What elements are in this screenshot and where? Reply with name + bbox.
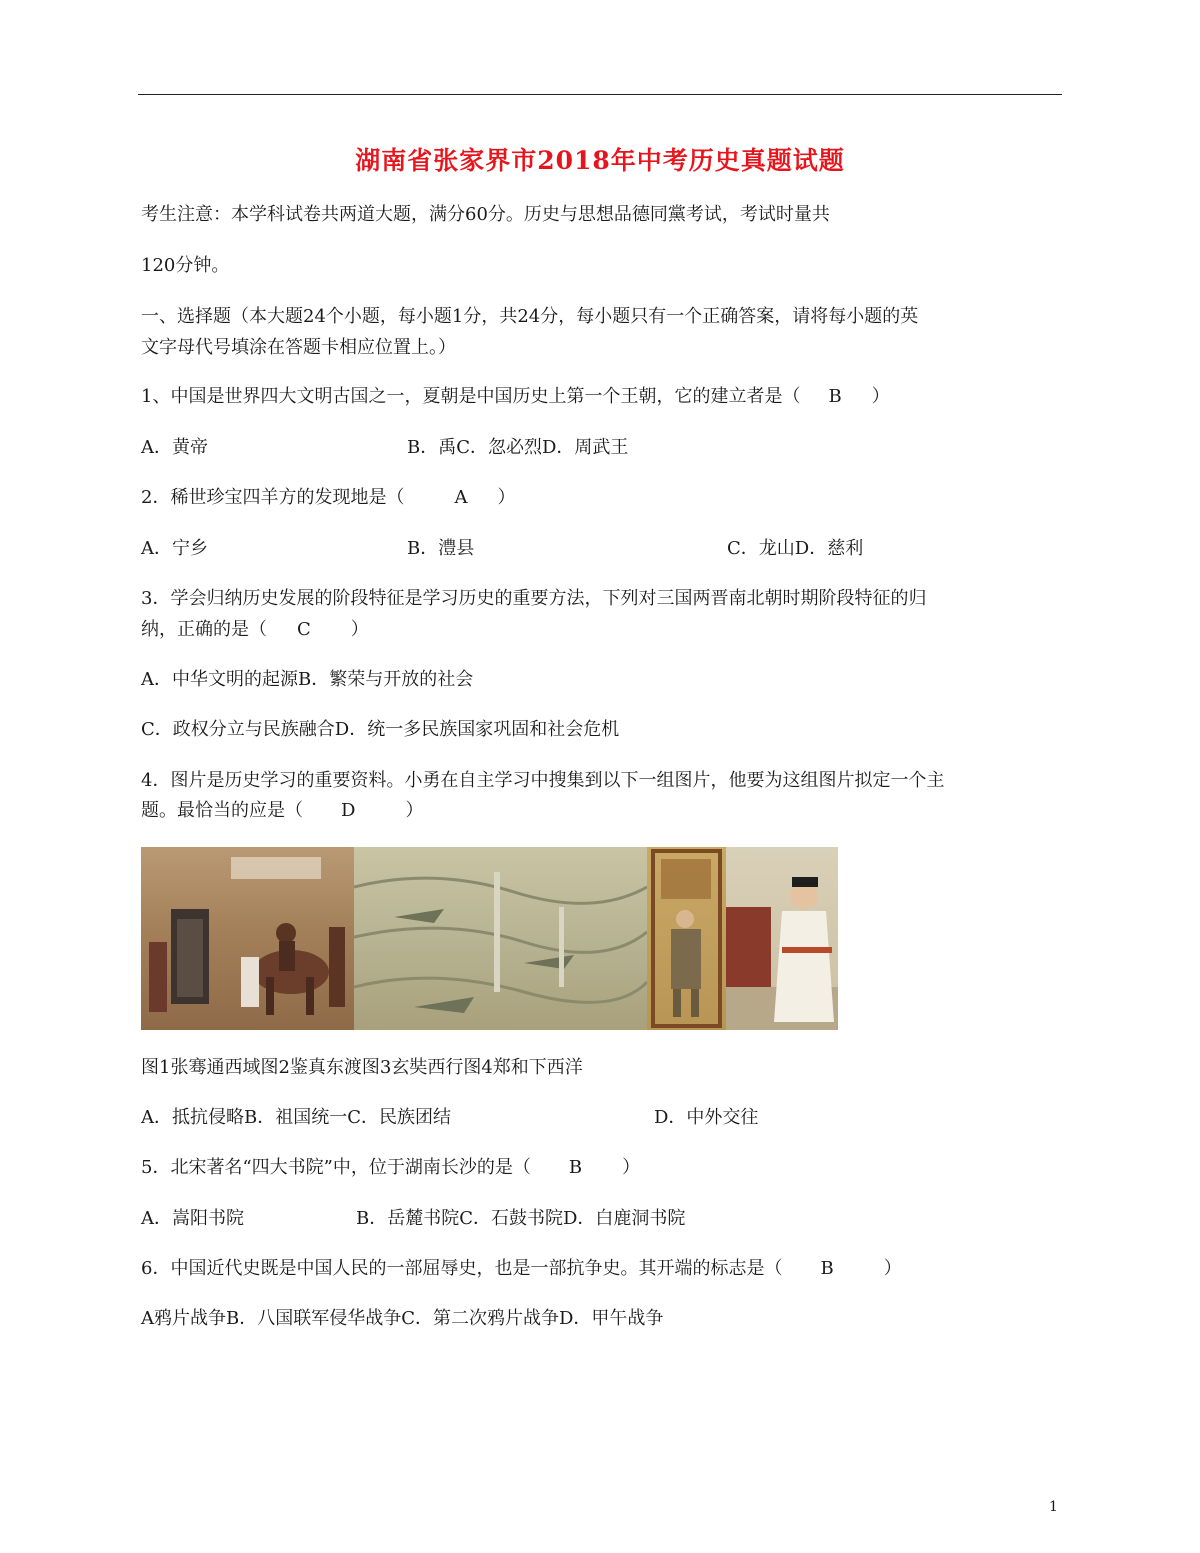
- figure-caption: 图1张骞通西域图2鉴真东渡图3玄奘西行图4郑和下西洋: [141, 1057, 583, 1078]
- page-number: 1: [1049, 1499, 1058, 1515]
- history-picture-strip: [141, 847, 838, 1030]
- question-4-stem-line-2: 题。最恰当的应是（ D ）: [141, 800, 424, 821]
- option-a: A．黄帝: [141, 437, 208, 458]
- question-3-options-cd: C．政权分立与民族融合D．统一多民族国家巩固和社会危机: [141, 719, 620, 740]
- section-1-instructions-line-1: 一、选择题（本大题24个小题，每小题1分，共24分，每小题只有一个正确答案，请将每小题的英: [141, 306, 919, 327]
- option-bcd: B．禹C．忽必烈D．周武王: [407, 437, 629, 458]
- question-6-answer: B: [820, 1258, 834, 1279]
- question-3-stem-line-1: 3．学会归纳历史发展的阶段特征是学习历史的重要方法，下列对三国两晋南北朝时期阶段特征的归: [141, 588, 927, 609]
- question-5-answer: B: [568, 1157, 583, 1178]
- zheng-he-voyage-image: [726, 847, 838, 1030]
- section-1-instructions-line-2: 文字母代号填涂在答题卡相应位置上。）: [141, 337, 456, 358]
- option-cd: C．龙山D．慈利: [727, 538, 864, 559]
- header-rule: [138, 94, 1062, 95]
- option-d: D．中外交往: [654, 1107, 759, 1128]
- question-1-stem: 1、中国是世界四大文明古国之一，夏朝是中国历史上第一个王朝，它的建立者是（ B ）: [141, 386, 890, 407]
- question-3-options-ab: A．中华文明的起源B．繁荣与开放的社会: [141, 669, 474, 690]
- question-2-stem: 2．稀世珍宝四羊方的发现地是（ A ）: [141, 487, 516, 508]
- option-a: A．嵩阳书院: [141, 1208, 244, 1229]
- question-3-answer: C: [297, 619, 311, 640]
- question-5-stem: 5．北宋著名“四大书院”中，位于湖南长沙的是（ B ）: [141, 1157, 641, 1178]
- jianzhen-voyage-image: [354, 847, 647, 1030]
- question-4-stem-line-1: 4．图片是历史学习的重要资料。小勇在自主学习中搜集到以下一组图片，他要为这组图片拟定一个主: [141, 770, 945, 791]
- page-title: 湖南省张家界市2018年中考历史真题试题: [355, 146, 845, 175]
- question-6-stem: 6．中国近代史既是中国人民的一部屈辱史，也是一部抗争史。其开端的标志是（ B ）: [141, 1258, 902, 1279]
- question-1-answer: B: [828, 386, 842, 407]
- question-4-answer: D: [341, 800, 356, 821]
- option-a: A．宁乡: [141, 538, 208, 559]
- option-abc: A．抵抗侵略B．祖国统一C．民族团结: [141, 1107, 451, 1128]
- question-3-stem-line-2: 纳，正确的是（ C ）: [141, 619, 369, 640]
- xuanzang-journey-image: [647, 847, 726, 1030]
- notice-line-2: 120分钟。: [141, 255, 230, 276]
- question-2-answer: A: [454, 487, 468, 508]
- option-bcd: B．岳麓书院C．石鼓书院D．白鹿洞书院: [356, 1208, 686, 1229]
- zhang-qian-mural-image: [141, 847, 354, 1030]
- question-6-options: A鸦片战争B．八国联军侵华战争C．第二次鸦片战争D．甲午战争: [141, 1308, 664, 1329]
- option-b: B．澧县: [407, 538, 475, 559]
- notice-line-1: 考生注意：本学科试卷共两道大题，满分60分。历史与思想品德同黨考试，考试时量共: [141, 204, 830, 225]
